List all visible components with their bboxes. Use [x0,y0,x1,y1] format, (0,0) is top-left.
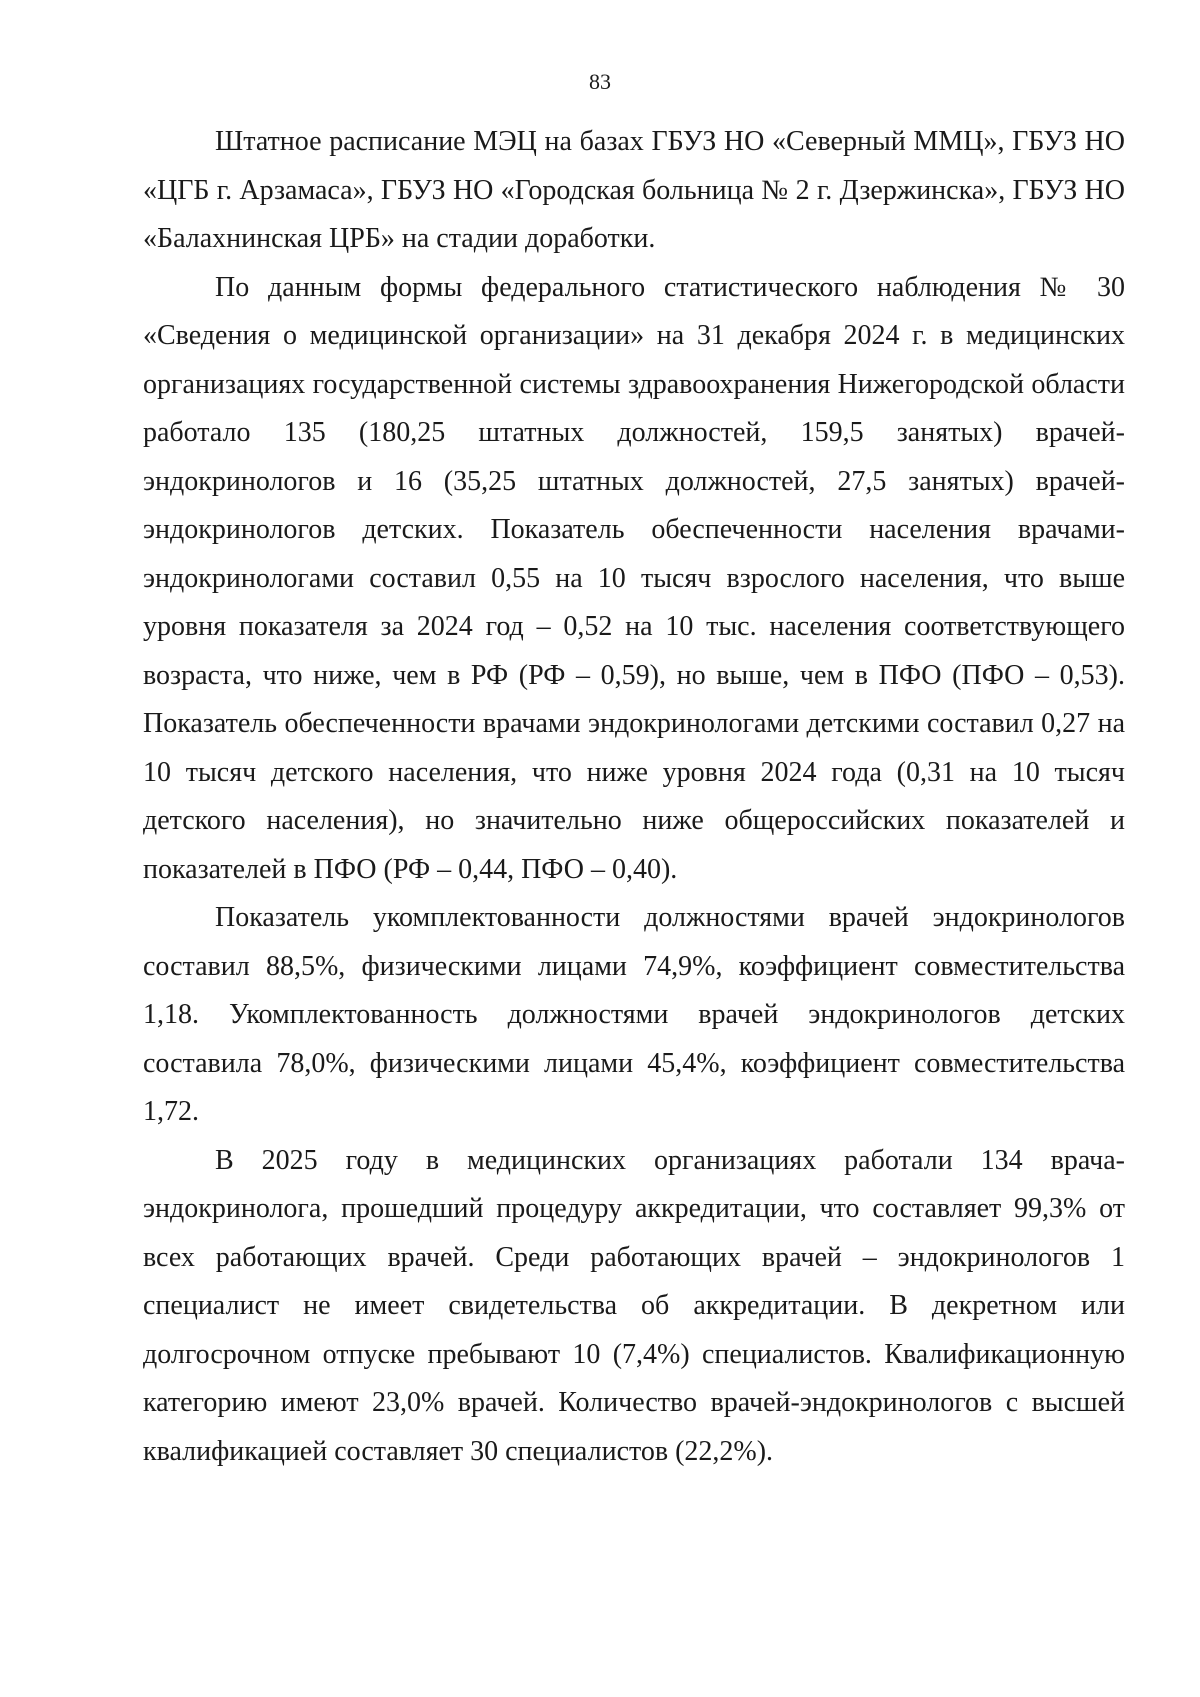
page-number: 83 [589,69,611,94]
paragraph-accreditation: В 2025 году в медицинских организациях работали 134 врача-эндокринолога, прошедший процедуру аккредитации, что составляет 99,3% от всех работающих врачей. Среди работающих врачей – эндокринологов 1 специалист не имеет свидетельства об аккредитации. В декретном или долгосрочном отпуске пребывают 10 (7,4%) специалистов. Квалификационную категорию имеют 23,0% врачей. Количество врачей-эндокринологов с высшей квалификацией составляет 30 специалистов (22,2%). [143,1144,1125,1467]
paragraph-statistics-form-30: По данным формы федерального статистического наблюдения № 30 «Сведения о медицинской организации» на 31 декабря 2024 г. в медицинских организациях государственной системы здравоохранения Нижегородской области работало 135 (180,25 штатных должностей, 159,5 занятых) врачей-эндокринологов и 16 (35,25 штатных должностей, 27,5 занятых) врачей-эндокринологов детских. Показатель обеспеченности населения врачами-эндокринологами составил 0,55 на 10 тысяч взрослого населения, что выше уровня показателя за 2024 год – 0,52 на 10 тыс. населения соответствующего возраста, что ниже, чем в РФ (РФ – 0,59), но выше, чем в ПФО (ПФО – 0,53). Показатель обеспеченности врачами эндокринологами детскими составил 0,27 на 10 тысяч детского населения, что ниже уровня 2024 года (0,31 на 10 тысяч детского населения), но значительно ниже общероссийских показателей и показателей в ПФО (РФ – 0,44, ПФО – 0,40). [143,271,1125,885]
paragraph-staffing-schedule: Штатное расписание МЭЦ на базах ГБУЗ НО «Северный ММЦ», ГБУЗ НО «ЦГБ г. Арзамаса», ГБУЗ НО «Городская больница № 2 г. Дзержинска», ГБУЗ НО «Балахнинская ЦРБ» на стадии доработки. [143,126,1125,254]
paragraph-staffing-rate: Показатель укомплектованности должностями врачей эндокринологов составил 88,5%, физическими лицами 74,9%, коэффициент совместительства 1,18. Укомплектованность должностями врачей эндокринологов детских составила 78,0%, физическими лицами 45,4%, коэффициент совместительства 1,72. [143,902,1125,1127]
document-body [143,118,1125,1476]
